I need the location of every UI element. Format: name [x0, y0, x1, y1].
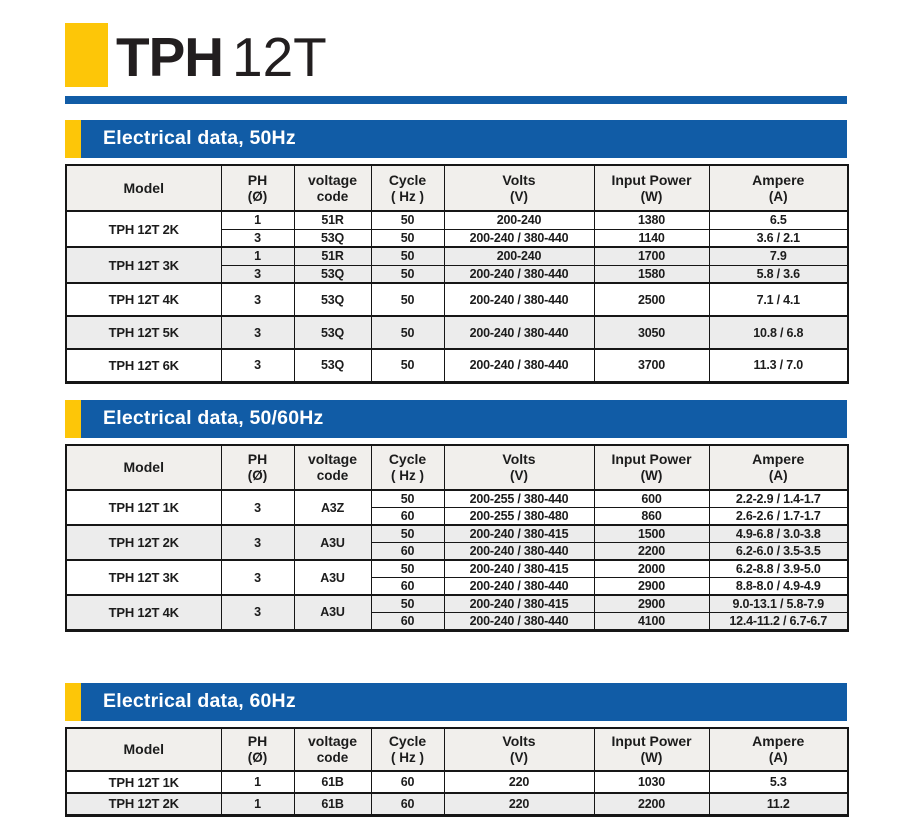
cell-ampere: 4.9-6.8 / 3.0-3.8: [709, 525, 848, 543]
cell-input-power: 860: [594, 508, 709, 526]
cell-model: TPH 12T 4K: [66, 283, 221, 316]
cell-ampere: 3.6 / 2.1: [709, 229, 848, 247]
cell-voltage-code: 53Q: [294, 349, 371, 382]
electrical-table-60hz: [65, 727, 849, 817]
cell-ph: 3: [221, 349, 294, 382]
col-header-cycle: Cycle ( Hz ): [371, 165, 444, 211]
cell-model: TPH 12T 1K: [66, 490, 221, 525]
cell-model: TPH 12T 2K: [66, 211, 221, 247]
cell-cycle: 50: [371, 316, 444, 349]
cell-volts: 200-240 / 380-440: [444, 229, 594, 247]
cell-voltage-code: 61B: [294, 793, 371, 815]
cell-model: TPH 12T 3K: [66, 247, 221, 283]
cell-volts: 220: [444, 793, 594, 815]
cell-voltage-code: 53Q: [294, 229, 371, 247]
cell-input-power: 4100: [594, 613, 709, 631]
cell-input-power: 3700: [594, 349, 709, 382]
cell-ampere: 2.2-2.9 / 1.4-1.7: [709, 490, 848, 508]
cell-cycle: 50: [371, 560, 444, 578]
col-header-model: Model: [66, 165, 221, 211]
cell-cycle: 60: [371, 613, 444, 631]
table-row: [66, 793, 848, 815]
cell-ampere: 6.2-6.0 / 3.5-3.5: [709, 543, 848, 561]
col-header-input-power: Input Power (W): [594, 728, 709, 771]
col-header-volts: Volts (V): [444, 165, 594, 211]
table-row: [66, 247, 848, 265]
cell-model: TPH 12T 2K: [66, 525, 221, 560]
section-title: Electrical data, 50/60Hz: [103, 407, 324, 429]
cell-voltage-code: 53Q: [294, 316, 371, 349]
section-header-bar: [65, 683, 847, 721]
cell-volts: 200-240 / 380-440: [444, 578, 594, 596]
cell-ph: 3: [221, 525, 294, 560]
cell-cycle: 50: [371, 229, 444, 247]
table-row: [66, 525, 848, 543]
table-row: [66, 211, 848, 229]
cell-input-power: 600: [594, 490, 709, 508]
cell-input-power: 2900: [594, 578, 709, 596]
cell-volts: 200-240 / 380-440: [444, 316, 594, 349]
section-title: Electrical data, 60Hz: [103, 690, 296, 712]
col-header-model: Model: [66, 445, 221, 490]
cell-cycle: 60: [371, 543, 444, 561]
col-header-volts: Volts (V): [444, 445, 594, 490]
col-header-voltage-code: voltage code: [294, 165, 371, 211]
cell-volts: 200-240 / 380-440: [444, 349, 594, 382]
col-header-ph: PH (Ø): [221, 165, 294, 211]
cell-cycle: 60: [371, 508, 444, 526]
cell-voltage-code: 53Q: [294, 283, 371, 316]
cell-ampere: 7.1 / 4.1: [709, 283, 848, 316]
cell-cycle: 60: [371, 771, 444, 793]
cell-ph: 1: [221, 793, 294, 815]
cell-input-power: 2200: [594, 543, 709, 561]
table-row: [66, 595, 848, 613]
cell-ampere: 9.0-13.1 / 5.8-7.9: [709, 595, 848, 613]
cell-input-power: 1580: [594, 265, 709, 283]
cell-input-power: 2200: [594, 793, 709, 815]
cell-volts: 200-240 / 380-440: [444, 265, 594, 283]
table-row: [66, 560, 848, 578]
cell-input-power: 1380: [594, 211, 709, 229]
cell-cycle: 50: [371, 595, 444, 613]
col-header-voltage-code: voltage code: [294, 728, 371, 771]
col-header-cycle: Cycle ( Hz ): [371, 445, 444, 490]
cell-input-power: 1030: [594, 771, 709, 793]
col-header-model: Model: [66, 728, 221, 771]
electrical-table-50-60hz: [65, 444, 849, 632]
table-row: [66, 771, 848, 793]
col-header-cycle: Cycle ( Hz ): [371, 728, 444, 771]
cell-voltage-code: A3U: [294, 525, 371, 560]
cell-volts: 200-255 / 380-480: [444, 508, 594, 526]
cell-cycle: 50: [371, 525, 444, 543]
cell-ampere: 11.3 / 7.0: [709, 349, 848, 382]
col-header-ampere: Ampere (A): [709, 445, 848, 490]
cell-ampere: 6.2-8.8 / 3.9-5.0: [709, 560, 848, 578]
cell-ph: 3: [221, 560, 294, 595]
cell-cycle: 60: [371, 578, 444, 596]
cell-ph: 1: [221, 211, 294, 229]
cell-voltage-code: 51R: [294, 211, 371, 229]
cell-cycle: 50: [371, 247, 444, 265]
cell-model: TPH 12T 2K: [66, 793, 221, 815]
cell-model: TPH 12T 4K: [66, 595, 221, 630]
cell-input-power: 2900: [594, 595, 709, 613]
cell-voltage-code: A3Z: [294, 490, 371, 525]
cell-input-power: 2000: [594, 560, 709, 578]
cell-volts: 200-240 / 380-415: [444, 525, 594, 543]
cell-model: TPH 12T 3K: [66, 560, 221, 595]
cell-ampere: 5.8 / 3.6: [709, 265, 848, 283]
cell-ampere: 10.8 / 6.8: [709, 316, 848, 349]
cell-voltage-code: 61B: [294, 771, 371, 793]
cell-input-power: 2500: [594, 283, 709, 316]
col-header-volts: Volts (V): [444, 728, 594, 771]
table-row: [66, 490, 848, 508]
cell-ph: 1: [221, 771, 294, 793]
cell-volts: 200-240: [444, 211, 594, 229]
table-row: [66, 283, 848, 316]
section-title: Electrical data, 50Hz: [103, 127, 296, 149]
cell-ampere: 12.4-11.2 / 6.7-6.7: [709, 613, 848, 631]
brand-accent-square: [65, 23, 108, 87]
section-header-bar: [65, 400, 847, 438]
col-header-ph: PH (Ø): [221, 728, 294, 771]
cell-ampere: 7.9: [709, 247, 848, 265]
page-title-brand: TPH: [116, 26, 223, 88]
cell-cycle: 50: [371, 211, 444, 229]
cell-ph: 3: [221, 229, 294, 247]
table-header-row: [66, 445, 848, 490]
cell-volts: 200-240 / 380-415: [444, 560, 594, 578]
col-header-input-power: Input Power (W): [594, 445, 709, 490]
col-header-ampere: Ampere (A): [709, 728, 848, 771]
cell-volts: 200-240 / 380-440: [444, 543, 594, 561]
cell-model: TPH 12T 6K: [66, 349, 221, 382]
col-header-input-power: Input Power (W): [594, 165, 709, 211]
section-50hz: [65, 120, 849, 384]
cell-model: TPH 12T 5K: [66, 316, 221, 349]
table-header-row: [66, 728, 848, 771]
cell-ampere: 6.5: [709, 211, 848, 229]
section-60hz: [65, 683, 849, 817]
page-title-variant: 12T: [232, 26, 327, 88]
section-50-60hz: [65, 400, 849, 632]
section-accent-bar: [65, 400, 81, 438]
cell-volts: 200-255 / 380-440: [444, 490, 594, 508]
cell-input-power: 1700: [594, 247, 709, 265]
cell-ampere: 8.8-8.0 / 4.9-4.9: [709, 578, 848, 596]
cell-ampere: 5.3: [709, 771, 848, 793]
section-accent-bar: [65, 120, 81, 158]
cell-ph: 3: [221, 490, 294, 525]
cell-volts: 200-240: [444, 247, 594, 265]
cell-volts: 200-240 / 380-440: [444, 613, 594, 631]
cell-voltage-code: 53Q: [294, 265, 371, 283]
electrical-table-50hz: [65, 164, 849, 384]
section-accent-bar: [65, 683, 81, 721]
cell-ph: 3: [221, 595, 294, 630]
cell-ampere: 11.2: [709, 793, 848, 815]
table-row: [66, 316, 848, 349]
cell-voltage-code: 51R: [294, 247, 371, 265]
cell-model: TPH 12T 1K: [66, 771, 221, 793]
table-row: [66, 349, 848, 382]
cell-ph: 3: [221, 283, 294, 316]
cell-input-power: 3050: [594, 316, 709, 349]
col-header-ampere: Ampere (A): [709, 165, 848, 211]
cell-cycle: 50: [371, 265, 444, 283]
cell-ph: 3: [221, 316, 294, 349]
cell-voltage-code: A3U: [294, 595, 371, 630]
table-header-row: [66, 165, 848, 211]
cell-volts: 220: [444, 771, 594, 793]
cell-ph: 1: [221, 247, 294, 265]
cell-ampere: 2.6-2.6 / 1.7-1.7: [709, 508, 848, 526]
title-divider-rule: [65, 96, 847, 104]
cell-input-power: 1140: [594, 229, 709, 247]
col-header-voltage-code: voltage code: [294, 445, 371, 490]
cell-volts: 200-240 / 380-415: [444, 595, 594, 613]
cell-input-power: 1500: [594, 525, 709, 543]
page-title: [116, 26, 327, 88]
cell-voltage-code: A3U: [294, 560, 371, 595]
cell-cycle: 50: [371, 283, 444, 316]
cell-ph: 3: [221, 265, 294, 283]
cell-cycle: 50: [371, 349, 444, 382]
cell-volts: 200-240 / 380-440: [444, 283, 594, 316]
col-header-ph: PH (Ø): [221, 445, 294, 490]
cell-cycle: 50: [371, 490, 444, 508]
section-header-bar: [65, 120, 847, 158]
cell-cycle: 60: [371, 793, 444, 815]
